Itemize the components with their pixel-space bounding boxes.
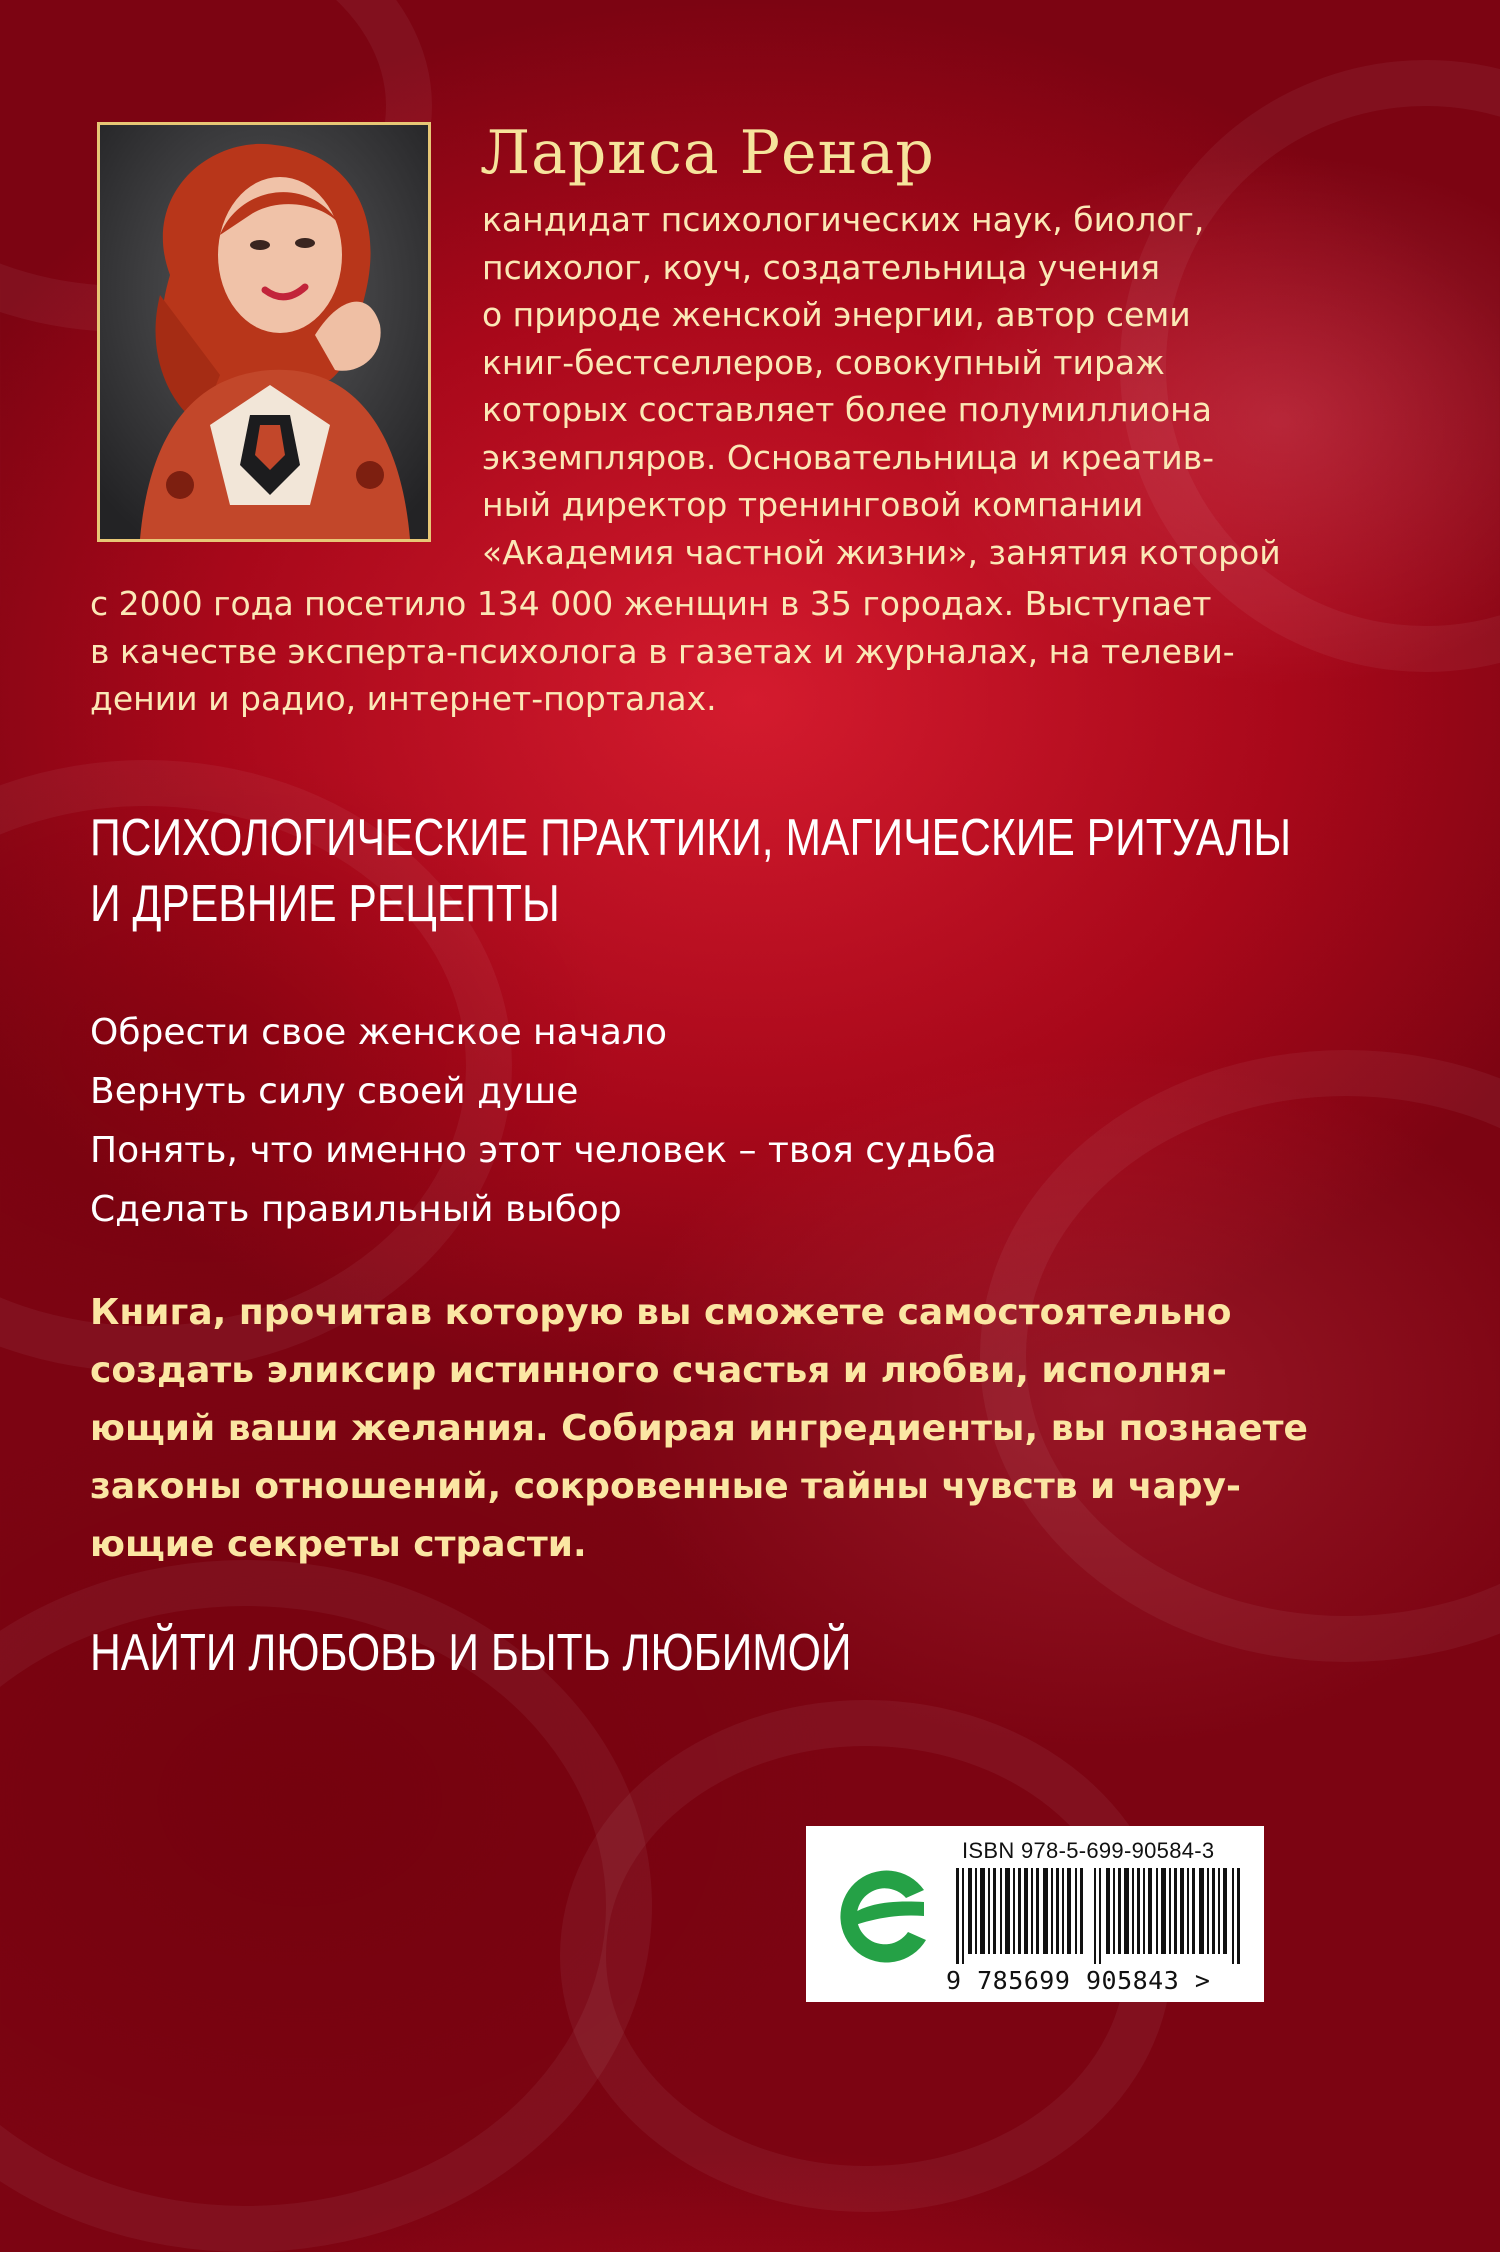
barcode-icon: [956, 1868, 1246, 1964]
barcode-panel: [806, 1826, 1264, 2002]
heading-line: ПСИХОЛОГИЧЕСКИЕ ПРАКТИКИ, МАГИЧЕСКИЕ РИТУАЛЫ: [90, 809, 1292, 867]
list-item: Обрести свое женское начало: [90, 1012, 668, 1053]
list-item: Понять, что именно этот человек – твоя судьба: [90, 1130, 997, 1171]
description-line: законы отношений, сокровенные тайны чувств и чару-: [90, 1466, 1241, 1507]
description-line: Книга, прочитав которую вы сможете самостоятельно: [90, 1292, 1232, 1333]
book-description: [90, 1284, 1390, 1574]
bio-line: дении и радио, интернет-порталах.: [90, 679, 717, 718]
bio-line: кандидат психологических наук, биолог,: [482, 200, 1205, 239]
bio-line: книг-бестселлеров, совокупный тираж: [482, 342, 1165, 382]
author-bio-bottom: [90, 580, 1350, 723]
bio-line: экземпляров. Основательница и креатив-: [482, 437, 1215, 477]
barcode-digits: 9 785699 905843 >: [946, 1966, 1211, 1995]
author-bio-top: [482, 196, 1342, 576]
list-item: Вернуть силу своей душе: [90, 1071, 579, 1112]
description-line: создать эликсир истинного счастья и любви, исполня-: [90, 1350, 1227, 1391]
bio-line: в качестве эксперта-психолога в газетах и журналах, на телеви-: [90, 631, 1235, 671]
author-name: Лариса Ренар: [480, 118, 935, 188]
goals-list: [90, 1003, 997, 1239]
list-item: Сделать правильный выбор: [90, 1189, 622, 1230]
description-line: ющий ваши желания. Собирая ингредиенты, вы познаете: [90, 1408, 1308, 1449]
publisher-logo-icon: [828, 1854, 940, 1974]
final-heading: НАЙТИ ЛЮБОВЬ И БЫТЬ ЛЮБИМОЙ: [90, 1624, 852, 1682]
bio-line: «Академия частной жизни», занятия которой: [482, 532, 1281, 572]
heading-line: И ДРЕВНИЕ РЕЦЕПТЫ: [90, 875, 560, 933]
description-line: ющие секреты страсти.: [90, 1524, 587, 1565]
bio-line: психолог, коуч, создательница учения: [482, 247, 1160, 287]
bio-line: о природе женской энергии, автор семи: [482, 295, 1191, 334]
isbn-number: ISBN 978-5-699-90584-3: [962, 1838, 1215, 1863]
bio-line: с 2000 года посетило 134 000 женщин в 35 городах. Выступает: [90, 584, 1212, 623]
bio-line: ный директор тренинговой компании: [482, 485, 1144, 524]
author-portrait-illustration: [100, 125, 428, 539]
practices-heading: [90, 805, 1353, 937]
author-photo: [97, 122, 431, 542]
bio-line: которых составляет более полумиллиона: [482, 390, 1212, 429]
